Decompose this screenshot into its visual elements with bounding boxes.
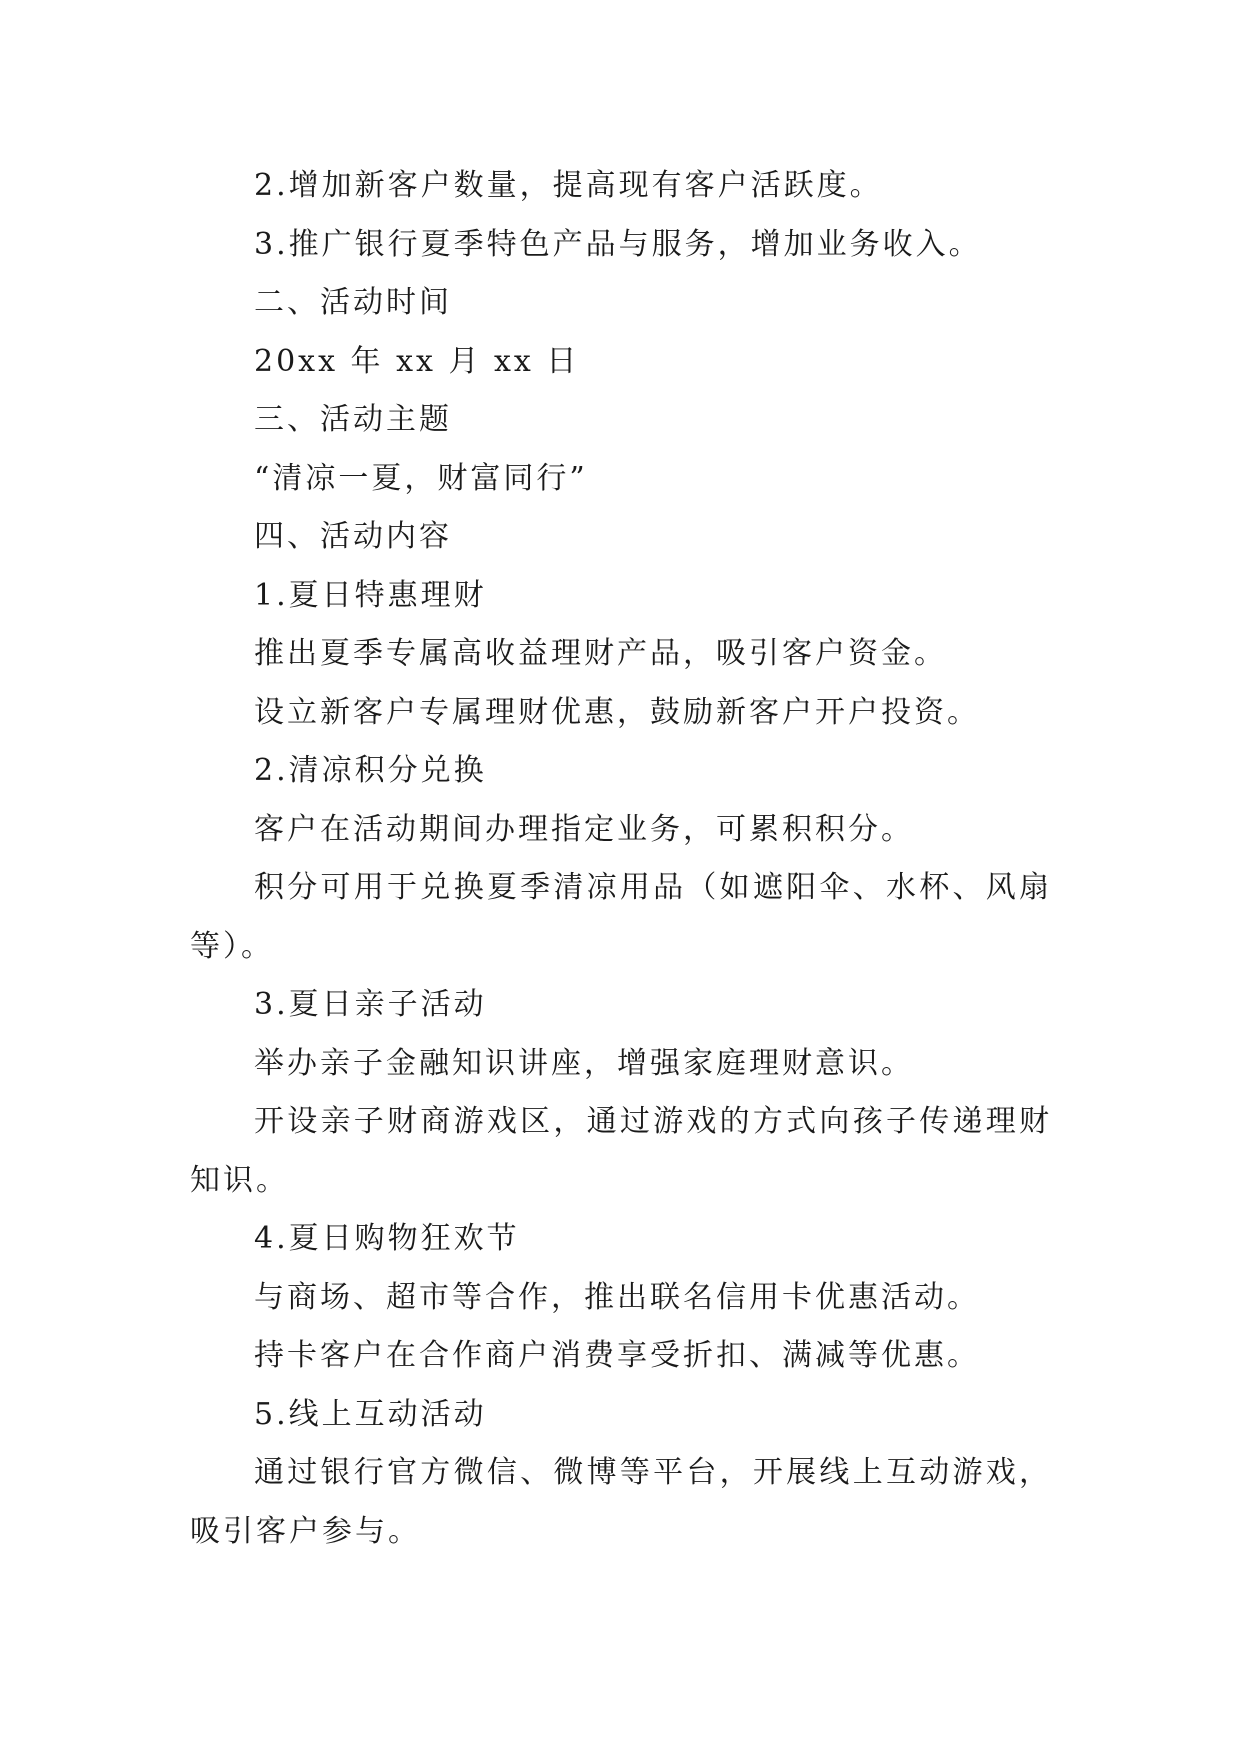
paragraph-points-1: 客户在活动期间办理指定业务，可累积积分。: [254, 811, 914, 847]
subheading-family: 3.夏日亲子活动: [254, 987, 487, 1022]
paragraph-family-2: 开设亲子财商游戏区，通过游戏的方式向孩子传递理财知识。: [190, 1104, 1052, 1198]
paragraph-shopping-1: 与商场、超市等合作，推出联名信用卡优惠活动。: [254, 1279, 980, 1315]
section-heading-theme: 三、活动主题: [254, 402, 452, 437]
paragraph-date: 20xx 年 xx 月 xx 日: [254, 343, 580, 379]
paragraph-shopping-2: 持卡客户在合作商户消费享受折扣、满减等优惠。: [254, 1338, 980, 1373]
section-heading-time: 二、活动时间: [254, 285, 452, 320]
paragraph-family-1: 举办亲子金融知识讲座，增强家庭理财意识。: [254, 1045, 914, 1081]
paragraph-goal-2: 2.增加新客户数量，提高现有客户活跃度。: [254, 168, 883, 203]
paragraph-theme: “清凉一夏，财富同行”: [254, 460, 588, 496]
paragraph-online-1: 通过银行官方微信、微博等平台，开展线上互动游戏，吸引客户参与。: [190, 1455, 1052, 1549]
subheading-points: 2.清凉积分兑换: [254, 753, 487, 788]
paragraph-finance-1: 推出夏季专属高收益理财产品，吸引客户资金。: [254, 636, 947, 671]
section-heading-content: 四、活动内容: [254, 519, 452, 554]
document-body: [190, 157, 1052, 1561]
paragraph-points-2: 积分可用于兑换夏季清凉用品（如遮阳伞、水杯、风扇等）。: [190, 870, 1052, 964]
paragraph-goal-3: 3.推广银行夏季特色产品与服务，增加业务收入。: [254, 226, 982, 262]
subheading-online: 5.线上互动活动: [254, 1396, 487, 1432]
paragraph-finance-2: 设立新客户专属理财优惠，鼓励新客户开户投资。: [254, 694, 980, 730]
subheading-shopping: 4.夏日购物狂欢节: [254, 1221, 520, 1256]
subheading-finance: 1.夏日特惠理财: [254, 577, 487, 613]
